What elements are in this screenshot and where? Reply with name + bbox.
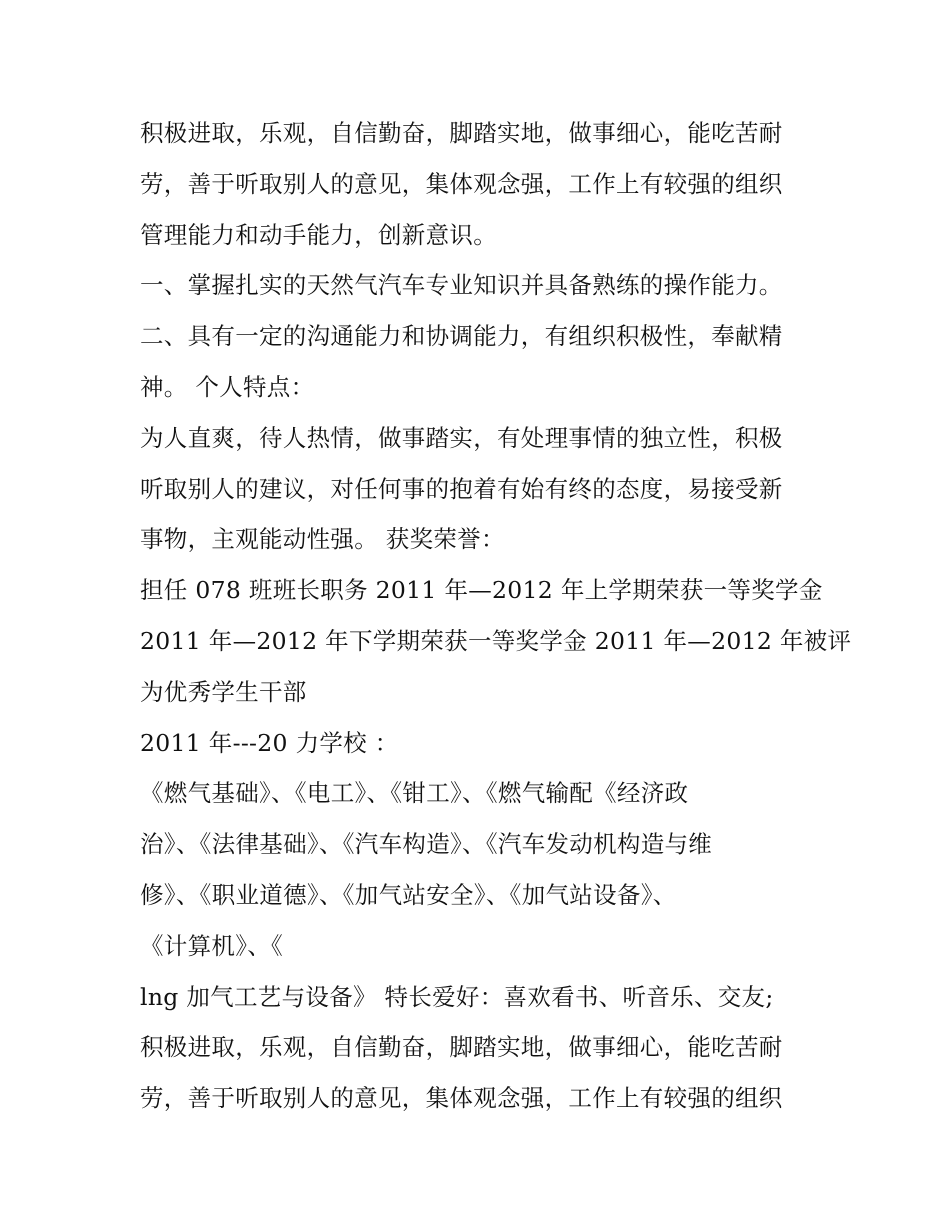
text-line: 劳，善于听取别人的意见，集体观念强，工作上有较强的组织 [140, 169, 783, 198]
text-line: 担任 078 班班长职务 2011 年—2012 年上学期荣获一等奖学金 [140, 576, 823, 605]
text-line: 积极进取，乐观，自信勤奋，脚踏实地，做事细心，能吃苦耐 [140, 1033, 783, 1062]
text-line: 管理能力和动手能力，创新意识。 [140, 220, 497, 249]
document-body [140, 108, 852, 1124]
text-line: 2011 年—2012 年下学期荣获一等奖学金 2011 年—2012 年被评 [140, 626, 852, 655]
text-line: lng 加气工艺与设备》 特长爱好：喜欢看书、听音乐、交友; [140, 982, 774, 1011]
text-line: 为人直爽，待人热情，做事踏实，有处理事情的独立性，积极 [140, 423, 783, 452]
text-line: 《燃气基础》、《电工》、《钳工》、《燃气输配《经济政 [140, 779, 689, 808]
text-line: 治》、《法律基础》、《汽车构造》、《汽车发动机构造与维 [140, 830, 713, 859]
text-line: 神。 个人特点： [140, 372, 315, 401]
text-line: 《计算机》、《 [140, 931, 284, 960]
text-line: 积极进取，乐观，自信勤奋，脚踏实地，做事细心，能吃苦耐 [140, 119, 783, 147]
text-line: 劳，善于听取别人的意见，集体观念强，工作上有较强的组织 [140, 1084, 783, 1113]
text-line: 听取别人的建议，对任何事的抱着有始有终的态度，易接受新 [140, 474, 783, 503]
text-line: 事物，主观能动性强。 获奖荣誉： [140, 525, 505, 554]
text-line: 二、具有一定的沟通能力和协调能力，有组织积极性，奉献精 [140, 322, 783, 351]
text-line: 为优秀学生干部 [140, 677, 307, 706]
text-line: 一、掌握扎实的天然气汽车专业知识并具备熟练的操作能力。 [140, 271, 783, 300]
text-line: 2011 年---20 力学校 ： [140, 728, 399, 757]
text-line: 修》、《职业道德》、《加气站安全》、《加气站设备》、 [140, 880, 677, 909]
